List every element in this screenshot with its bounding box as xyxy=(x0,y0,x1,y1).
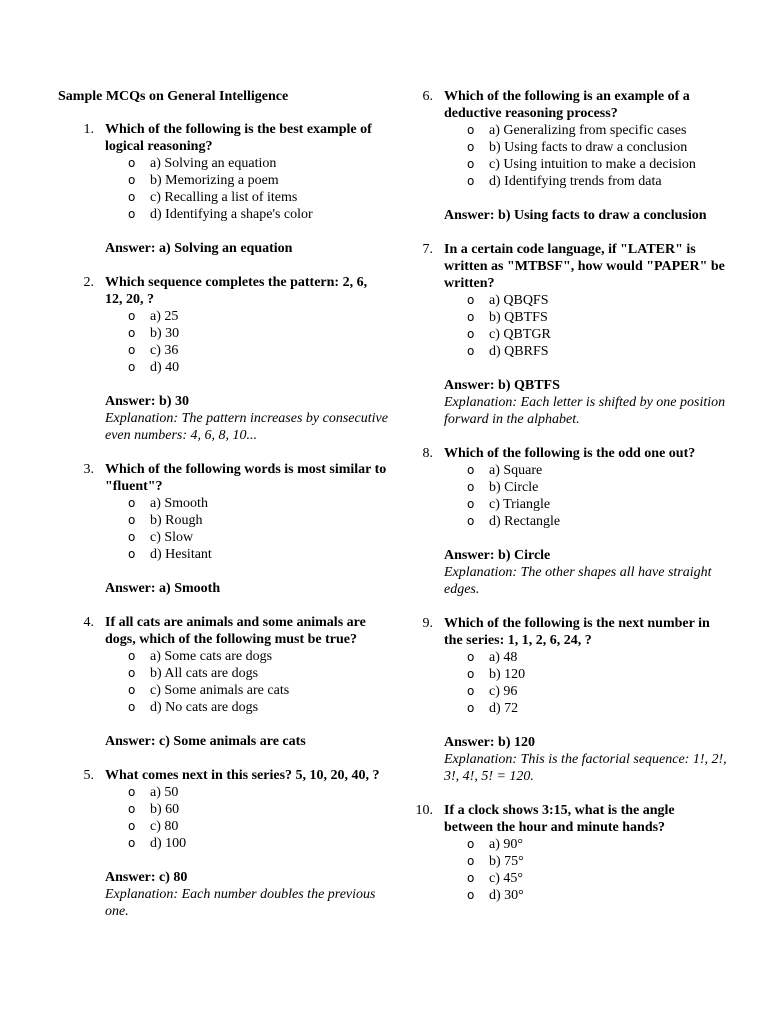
bullet-icon: o xyxy=(128,683,136,697)
bullet-icon: o xyxy=(467,123,475,137)
option-label: d) 40 xyxy=(150,360,180,375)
option-item xyxy=(467,870,727,887)
option-item xyxy=(128,325,388,342)
option-label: d) No cats are dogs xyxy=(150,700,259,715)
option-item xyxy=(128,546,388,563)
option-item xyxy=(467,479,727,496)
option-item xyxy=(128,359,388,376)
option-item xyxy=(128,784,388,801)
option-item xyxy=(467,326,727,343)
spacer xyxy=(58,444,388,461)
question-text: Which of the following is the best example of logical reasoning? xyxy=(105,122,372,154)
question-text: Which of the following words is most similar to "fluent"? xyxy=(105,462,387,494)
option-label: b) Memorizing a poem xyxy=(150,173,279,188)
option-item xyxy=(128,835,388,852)
explanation-text: Explanation: Each number doubles the previous one. xyxy=(105,887,376,919)
option-list xyxy=(444,462,727,530)
option-label: b) Rough xyxy=(150,513,203,528)
bullet-icon: o xyxy=(467,854,475,868)
spacer xyxy=(58,257,388,274)
bullet-icon: o xyxy=(467,837,475,851)
question-text: If a clock shows 3:15, what is the angle between the hour and minute hands? xyxy=(444,803,675,835)
question-text: Which sequence completes the pattern: 2, 6, 12, 20, ? xyxy=(105,275,368,307)
option-item xyxy=(467,649,727,666)
option-label: d) 72 xyxy=(489,701,519,716)
option-label: b) All cats are dogs xyxy=(150,666,259,681)
question-number: 2. xyxy=(83,275,94,290)
spacer xyxy=(397,598,727,615)
option-label: a) QBQFS xyxy=(489,293,549,308)
option-item xyxy=(467,343,727,360)
bullet-icon: o xyxy=(467,650,475,664)
option-label: c) 96 xyxy=(489,684,518,699)
option-item xyxy=(128,189,388,206)
answer-text: Answer: b) 120 xyxy=(444,735,535,750)
option-item xyxy=(128,801,388,818)
question-item xyxy=(397,802,727,904)
bullet-icon: o xyxy=(128,785,136,799)
bullet-icon: o xyxy=(467,310,475,324)
bullet-icon: o xyxy=(467,140,475,154)
question-item xyxy=(58,274,388,444)
option-label: c) Triangle xyxy=(489,497,551,512)
question-number: 10. xyxy=(415,803,433,818)
option-item xyxy=(128,495,388,512)
option-list xyxy=(105,155,388,223)
option-list xyxy=(444,122,727,190)
option-label: b) QBTFS xyxy=(489,310,548,325)
question-text: If all cats are animals and some animals are dogs, which of the following must be true? xyxy=(105,615,366,647)
question-number: 7. xyxy=(422,242,433,257)
bullet-icon: o xyxy=(128,700,136,714)
option-item xyxy=(128,342,388,359)
bullet-icon: o xyxy=(128,360,136,374)
bullet-icon: o xyxy=(128,343,136,357)
bullet-icon: o xyxy=(128,530,136,544)
explanation-text: Explanation: Each letter is shifted by one position forward in the alphabet. xyxy=(444,395,726,427)
option-item xyxy=(467,462,727,479)
option-item xyxy=(128,308,388,325)
option-label: c) Some animals are cats xyxy=(150,683,290,698)
option-item xyxy=(128,529,388,546)
option-label: c) 80 xyxy=(150,819,179,834)
spacer xyxy=(397,224,727,241)
option-label: a) 50 xyxy=(150,785,179,800)
option-item xyxy=(128,172,388,189)
explanation-text: Explanation: This is the factorial sequence: 1!, 2!, 3!, 4!, 5! = 120. xyxy=(444,752,727,784)
bullet-icon: o xyxy=(467,514,475,528)
option-item xyxy=(467,683,727,700)
bullet-icon: o xyxy=(128,547,136,561)
page-title: Sample MCQs on General Intelligence xyxy=(58,89,289,104)
option-item xyxy=(467,666,727,683)
question-item xyxy=(397,241,727,428)
bullet-icon: o xyxy=(467,684,475,698)
option-item xyxy=(467,700,727,717)
option-item xyxy=(128,699,388,716)
option-label: a) 90° xyxy=(489,837,523,852)
option-item xyxy=(467,853,727,870)
option-item xyxy=(467,122,727,139)
option-item xyxy=(128,206,388,223)
option-label: b) Circle xyxy=(489,480,539,495)
option-label: a) Solving an equation xyxy=(150,156,277,171)
question-text: In a certain code language, if "LATER" is written as "MTBSF", how would "PAPER" be written? xyxy=(444,242,725,291)
option-list xyxy=(105,648,388,716)
bullet-icon: o xyxy=(467,667,475,681)
option-list xyxy=(105,308,388,376)
bullet-icon: o xyxy=(128,309,136,323)
option-item xyxy=(128,512,388,529)
option-label: c) 36 xyxy=(150,343,179,358)
bullet-icon: o xyxy=(467,174,475,188)
explanation-text: Explanation: The other shapes all have straight edges. xyxy=(444,565,712,597)
bullet-icon: o xyxy=(128,156,136,170)
option-label: a) Square xyxy=(489,463,543,478)
option-list xyxy=(444,292,727,360)
option-label: b) 30 xyxy=(150,326,180,341)
answer-text: Answer: b) Using facts to draw a conclusion xyxy=(444,208,707,223)
bullet-icon: o xyxy=(467,480,475,494)
question-text: Which of the following is an example of a deductive reasoning process? xyxy=(444,89,690,121)
option-label: a) Smooth xyxy=(150,496,208,511)
explanation-text: Explanation: The pattern increases by consecutive even numbers: 4, 6, 8, 10... xyxy=(105,411,388,443)
question-number: 5. xyxy=(83,768,94,783)
option-label: a) 48 xyxy=(489,650,518,665)
bullet-icon: o xyxy=(467,497,475,511)
option-item xyxy=(467,173,727,190)
bullet-icon: o xyxy=(128,326,136,340)
bullet-icon: o xyxy=(128,836,136,850)
option-item xyxy=(128,665,388,682)
option-label: b) 75° xyxy=(489,854,524,869)
spacer xyxy=(58,750,388,767)
bullet-icon: o xyxy=(467,293,475,307)
right-column xyxy=(397,88,727,904)
option-label: a) Some cats are dogs xyxy=(150,649,273,664)
bullet-icon: o xyxy=(467,327,475,341)
option-label: c) Slow xyxy=(150,530,194,545)
question-item xyxy=(397,445,727,598)
option-label: d) 100 xyxy=(150,836,187,851)
bullet-icon: o xyxy=(128,819,136,833)
spacer xyxy=(397,785,727,802)
question-item xyxy=(397,88,727,224)
answer-text: Answer: c) 80 xyxy=(105,870,188,885)
option-label: d) 30° xyxy=(489,888,524,903)
option-item xyxy=(128,818,388,835)
question-item xyxy=(58,767,388,920)
option-label: b) 60 xyxy=(150,802,180,817)
bullet-icon: o xyxy=(467,701,475,715)
spacer xyxy=(397,428,727,445)
bullet-icon: o xyxy=(467,157,475,171)
question-item xyxy=(58,121,388,257)
option-label: a) Generalizing from specific cases xyxy=(489,123,687,138)
option-item xyxy=(128,155,388,172)
question-number: 8. xyxy=(422,446,433,461)
question-text: Which of the following is the next number in the series: 1, 1, 2, 6, 24, ? xyxy=(444,616,710,648)
option-label: c) 45° xyxy=(489,871,523,886)
bullet-icon: o xyxy=(467,888,475,902)
option-list xyxy=(105,784,388,852)
bullet-icon: o xyxy=(467,344,475,358)
option-list xyxy=(444,649,727,717)
option-list xyxy=(105,495,388,563)
option-label: c) Recalling a list of items xyxy=(150,190,298,205)
spacer xyxy=(58,597,388,614)
option-item xyxy=(467,496,727,513)
bullet-icon: o xyxy=(128,649,136,663)
bullet-icon: o xyxy=(128,666,136,680)
answer-text: Answer: b) Circle xyxy=(444,548,551,563)
option-label: d) Identifying a shape's color xyxy=(150,207,313,222)
bullet-icon: o xyxy=(128,802,136,816)
question-number: 6. xyxy=(422,89,433,104)
question-number: 4. xyxy=(83,615,94,630)
question-item xyxy=(58,614,388,750)
option-item xyxy=(467,309,727,326)
option-label: d) Identifying trends from data xyxy=(489,174,662,189)
option-label: b) Using facts to draw a conclusion xyxy=(489,140,688,155)
option-label: d) QBRFS xyxy=(489,344,549,359)
option-label: c) QBTGR xyxy=(489,327,551,342)
question-number: 1. xyxy=(83,122,94,137)
option-item xyxy=(467,156,727,173)
answer-text: Answer: b) 30 xyxy=(105,394,189,409)
option-item xyxy=(467,513,727,530)
option-item xyxy=(467,836,727,853)
option-label: b) 120 xyxy=(489,667,526,682)
option-item xyxy=(467,139,727,156)
answer-text: Answer: a) Smooth xyxy=(105,581,221,596)
option-label: d) Hesitant xyxy=(150,547,212,562)
option-label: c) Using intuition to make a decision xyxy=(489,157,696,172)
bullet-icon: o xyxy=(128,173,136,187)
bullet-icon: o xyxy=(467,871,475,885)
bullet-icon: o xyxy=(128,207,136,221)
question-item xyxy=(397,615,727,785)
bullet-icon: o xyxy=(128,513,136,527)
question-number: 3. xyxy=(83,462,94,477)
option-item xyxy=(128,648,388,665)
option-item xyxy=(467,292,727,309)
question-item xyxy=(58,461,388,597)
question-number: 9. xyxy=(422,616,433,631)
option-label: a) 25 xyxy=(150,309,179,324)
question-text: Which of the following is the odd one out? xyxy=(444,446,696,461)
left-column xyxy=(58,121,388,920)
option-item xyxy=(467,887,727,904)
answer-text: Answer: c) Some animals are cats xyxy=(105,734,306,749)
option-item xyxy=(128,682,388,699)
option-list xyxy=(444,836,727,904)
option-label: d) Rectangle xyxy=(489,514,561,529)
answer-text: Answer: a) Solving an equation xyxy=(105,241,293,256)
bullet-icon: o xyxy=(128,496,136,510)
question-text: What comes next in this series? 5, 10, 20, 40, ? xyxy=(105,768,380,783)
answer-text: Answer: b) QBTFS xyxy=(444,378,560,393)
bullet-icon: o xyxy=(467,463,475,477)
bullet-icon: o xyxy=(128,190,136,204)
